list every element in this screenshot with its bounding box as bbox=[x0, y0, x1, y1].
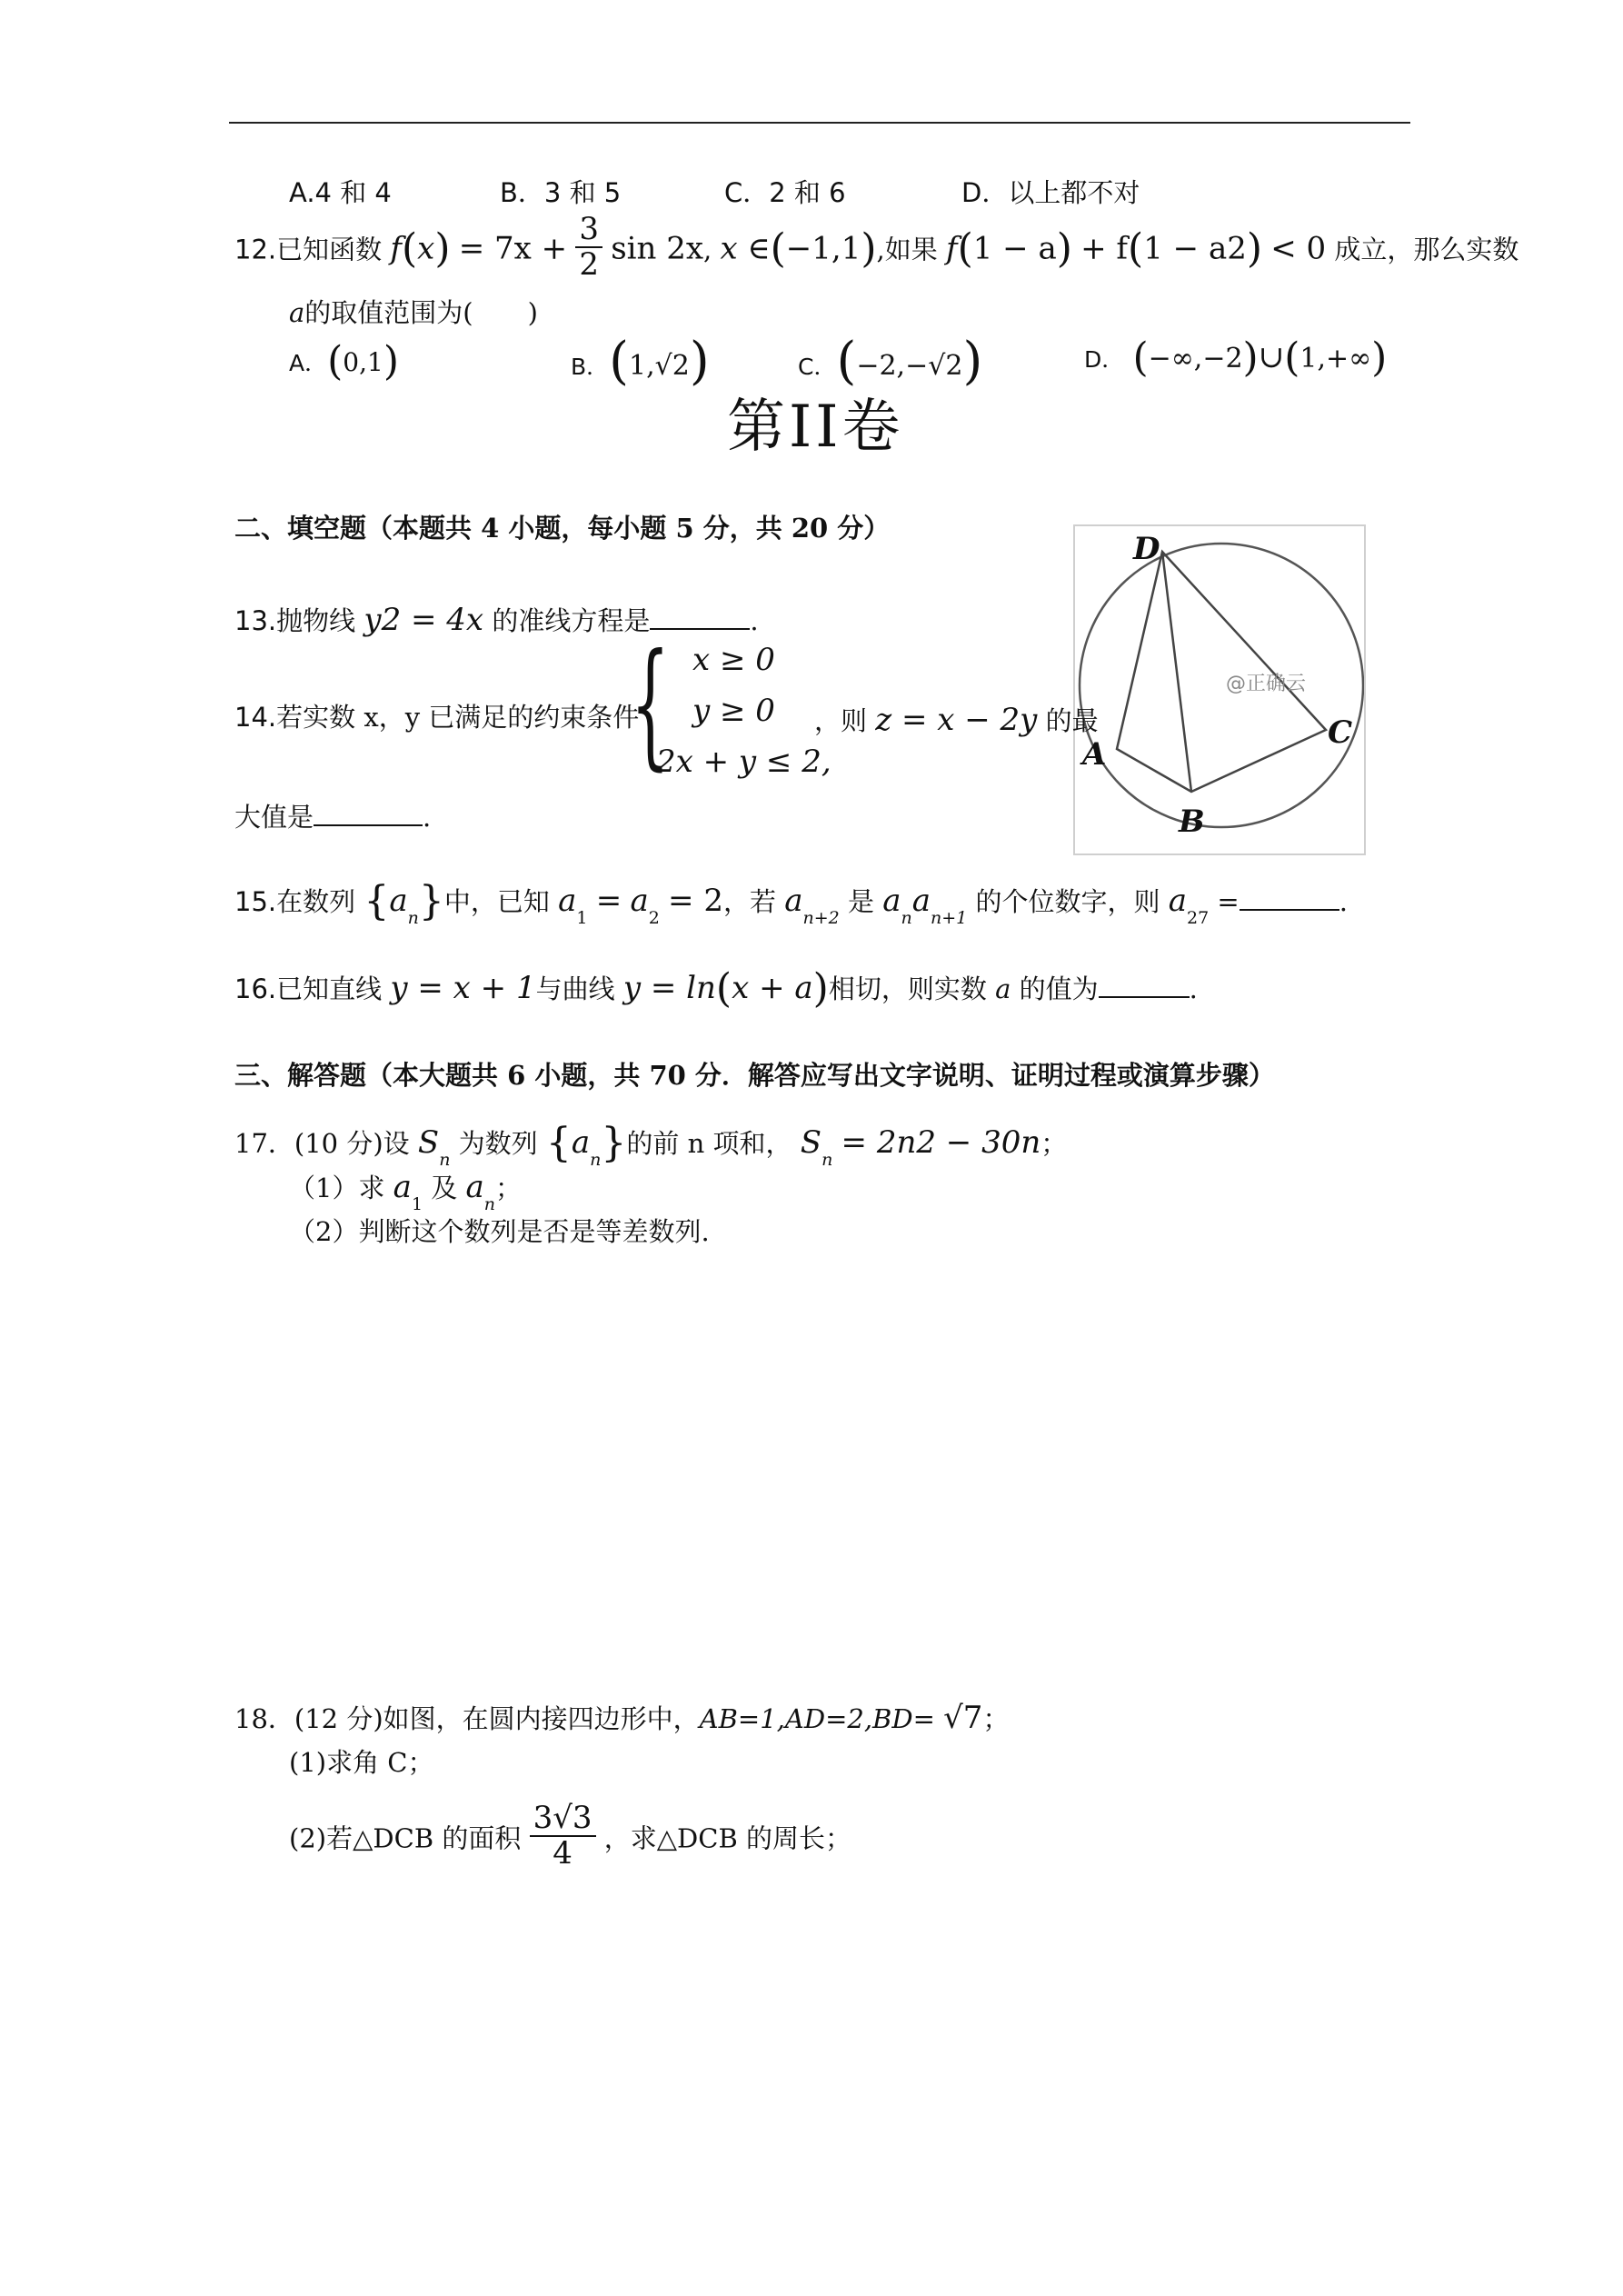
q18-text1: 如图，在圆内接四边形中， bbox=[383, 1703, 700, 1734]
q12-eq1: = 7x + bbox=[458, 230, 568, 267]
q16-text4: 的值为 bbox=[1019, 973, 1099, 1004]
q13 bbox=[234, 602, 759, 639]
q14-brace: { bbox=[631, 625, 670, 784]
q15-an2: a bbox=[784, 883, 803, 919]
q12-text3: 成立，那么实数 bbox=[1334, 234, 1519, 265]
q12-frac-den: 2 bbox=[579, 246, 599, 284]
figure-quadrilateral bbox=[1117, 552, 1326, 792]
q17-end: ； bbox=[1041, 1128, 1068, 1159]
q17-line1: 17．(10 分)设 $S_n$ 为数列 $\{a_n\}$的前 n 项和， $S_n = 2n2 - 30n$； bbox=[234, 1120, 1068, 1170]
q12-cond-arg2: 1 − a2 bbox=[1143, 230, 1247, 267]
q18-end: ； bbox=[982, 1703, 1010, 1734]
figure-diagonal-bd bbox=[1162, 552, 1191, 792]
q17-S-sub: n bbox=[439, 1150, 451, 1170]
q18-number: 18． bbox=[234, 1703, 294, 1734]
q16-answer-blank[interactable] bbox=[1099, 996, 1190, 998]
q12-line2-text: 的取值范围为( bbox=[304, 297, 473, 328]
q18-p2-text1: (2)若△DCB 的面积 bbox=[289, 1822, 522, 1854]
q18-score: (12 分) bbox=[294, 1703, 383, 1734]
q11-option-a: A.4 和 4 bbox=[289, 177, 392, 208]
q15-seq-n: n bbox=[407, 908, 419, 928]
q15-a2-sub: 2 bbox=[648, 908, 660, 928]
q13-end: . bbox=[750, 605, 759, 636]
figure-circle bbox=[1080, 544, 1363, 827]
q16-line: y = x + 1 bbox=[390, 970, 536, 1006]
q14-constraint-2: y ≥ 0 bbox=[692, 693, 775, 729]
q12-opt-b-val: 1,√2 bbox=[629, 350, 690, 382]
cyclic-quadrilateral-figure bbox=[1073, 524, 1366, 855]
q15-seq-a: a bbox=[389, 883, 408, 919]
q15-text5: 的个位数字，则 bbox=[975, 886, 1160, 917]
q12-opt-d-val1: −∞,−2 bbox=[1148, 343, 1243, 374]
q12-opt-d-val2: 1,+∞ bbox=[1299, 343, 1372, 374]
q15-text3: ，若 bbox=[722, 886, 776, 917]
q18-given: AB=1,AD=2,BD= bbox=[699, 1703, 935, 1734]
q14-number: 14. bbox=[234, 702, 277, 733]
q18-sqrt7: √7 bbox=[943, 1700, 983, 1736]
q17-formula: = 2n2 − 30n bbox=[841, 1124, 1041, 1161]
q17-p1-an: a bbox=[465, 1169, 484, 1205]
q17-part2: （2）判断这个数列是否是等差数列. bbox=[289, 1216, 710, 1247]
q17-text3: 的前 n 项和， bbox=[626, 1128, 792, 1159]
q17-p1-and: 及 bbox=[431, 1173, 458, 1203]
q14-line1-tail bbox=[814, 702, 1099, 739]
q15-an2-sub: n+2 bbox=[802, 908, 840, 928]
q15-end: . bbox=[1339, 886, 1348, 917]
q16-number: 16. bbox=[234, 973, 277, 1004]
figure-label-d: D bbox=[1133, 531, 1160, 567]
q15-eq1: = bbox=[595, 883, 622, 919]
q14-line1 bbox=[234, 702, 639, 734]
q12-options: A．(0,1) bbox=[289, 338, 399, 384]
q17-seq-a: a bbox=[571, 1124, 591, 1161]
q12-text2: ,如果 bbox=[876, 234, 938, 265]
q15-prod-sub1: n bbox=[901, 908, 912, 928]
q12-opt-a-val: 0,1 bbox=[343, 347, 383, 377]
q15-a1: a bbox=[558, 883, 577, 919]
q13-text1: 抛物线 bbox=[276, 605, 356, 636]
q18-frac-den: 4 bbox=[553, 1835, 573, 1872]
q12-domain-x: x ∈ bbox=[720, 230, 771, 267]
q12-func: f bbox=[390, 230, 402, 267]
q15-text4: 是 bbox=[847, 886, 874, 917]
q18-line1 bbox=[234, 1700, 1009, 1737]
q14-text2: ，则 bbox=[814, 705, 868, 736]
q18-frac-num: 3√3 bbox=[530, 1802, 596, 1837]
q16-text1: 已知直线 bbox=[276, 973, 383, 1004]
q14-constraint-1: x ≥ 0 bbox=[692, 642, 775, 678]
q15-a27: a bbox=[1168, 883, 1187, 919]
q17-p1-text: （1）求 bbox=[289, 1173, 385, 1203]
q12-opt-b-label: B． bbox=[571, 354, 610, 380]
q17-part1 bbox=[289, 1169, 523, 1214]
q18-p2-text2: ，求△DCB 的周长； bbox=[603, 1822, 852, 1854]
q15-eq2: = 2 bbox=[668, 883, 723, 919]
q14-objective: z = x − 2y bbox=[875, 702, 1038, 738]
q15-a1-sub: 1 bbox=[576, 908, 588, 928]
q14-text4: 大值是 bbox=[234, 802, 314, 833]
q17-text2: 为数列 bbox=[458, 1128, 538, 1159]
q17-S: S bbox=[417, 1124, 440, 1161]
q12-cond-lt: < 0 bbox=[1270, 230, 1327, 267]
q15-text1: 在数列 bbox=[276, 886, 356, 917]
q15-a2: a bbox=[630, 883, 649, 919]
figure-label-b: B bbox=[1179, 804, 1205, 840]
q17-text1: 设 bbox=[383, 1128, 410, 1159]
q17-p1-end: ； bbox=[495, 1173, 523, 1203]
q17-p1-a1: a bbox=[393, 1169, 412, 1205]
q14-end: . bbox=[423, 802, 432, 833]
q17-number: 17． bbox=[234, 1128, 294, 1159]
figure-svg bbox=[1075, 526, 1364, 854]
section2-header: 二、填空题（本题共 4 小题，每小题 5 分，共 20 分） bbox=[234, 513, 891, 544]
q12-cond-f1: f bbox=[945, 230, 958, 267]
q17-seq-n: n bbox=[590, 1150, 602, 1170]
q18-fraction bbox=[530, 1802, 596, 1872]
q12-eq2: sin 2x bbox=[611, 230, 704, 267]
q16-end: . bbox=[1189, 973, 1198, 1004]
q14-constraint-3: 2x + y ≤ 2, bbox=[656, 744, 831, 780]
q12-opt-c-label: C． bbox=[798, 354, 837, 380]
q11-option-d: D．以上都不对 bbox=[961, 177, 1140, 208]
q16-text2: 与曲线 bbox=[535, 973, 615, 1004]
q12-comma: , bbox=[703, 234, 712, 265]
q12-text1: 已知函数 bbox=[276, 234, 383, 265]
q14-answer-blank[interactable] bbox=[314, 824, 423, 826]
q12-number: 12. bbox=[234, 234, 277, 265]
q12-opt-a-label: A． bbox=[289, 350, 328, 376]
q15-prod-sub2: n+1 bbox=[931, 908, 968, 928]
figure-watermark: @正确云 bbox=[1226, 673, 1307, 695]
q15-a27-sub: 27 bbox=[1186, 908, 1210, 928]
q12-line2 bbox=[289, 297, 538, 329]
q12-cond-arg1: 1 − a bbox=[972, 230, 1057, 267]
q17-p1-an-sub: n bbox=[483, 1194, 496, 1214]
q13-number: 13. bbox=[234, 605, 277, 636]
q15-text2: 中，已知 bbox=[443, 886, 550, 917]
q12-line2-close: ) bbox=[527, 297, 538, 328]
figure-label-c: C bbox=[1328, 714, 1353, 751]
q12-opt-c: C．(−2,−√2) bbox=[798, 332, 983, 391]
q12-var-a: a bbox=[289, 297, 305, 328]
q12-cond-plus: + f bbox=[1080, 230, 1129, 267]
q14-line2 bbox=[234, 802, 431, 834]
q18-part1: (1)求角 C； bbox=[289, 1747, 434, 1778]
q12-domain-val: −1,1 bbox=[785, 230, 861, 267]
q13-text2: 的准线方程是 bbox=[492, 605, 651, 636]
q15: 15.在数列 $\{a_n\}$中，已知 $a_1 = a_2 = 2$，若 $a_{n+2}$ 是 $a_na_{n+1}$ 的个位数字，则 $a_{27}$ = . bbox=[234, 878, 1348, 928]
q16: 16.已知直线 y = x + 1与曲线 y = ln(x + a)相切，则实数 a 的值为 . bbox=[234, 965, 1198, 1012]
q15-prod-a2: a bbox=[911, 883, 931, 919]
part2-title: 第II卷 bbox=[727, 394, 904, 461]
q12-opt-d-union: ∪ bbox=[1258, 339, 1285, 375]
q16-curve-lhs: y = ln bbox=[622, 970, 716, 1006]
q15-number: 15. bbox=[234, 886, 277, 917]
q15-eq3: = bbox=[1217, 886, 1240, 917]
q16-curve-arg: x + a bbox=[732, 970, 813, 1006]
q12-opt-d-label: D． bbox=[1084, 346, 1125, 373]
q12-opt-b: B．(1,√2) bbox=[571, 332, 710, 391]
q12-func-x: x bbox=[417, 230, 435, 267]
header-rule bbox=[229, 122, 1410, 124]
q17-score: (10 分) bbox=[294, 1128, 383, 1159]
q13-equation: y2 = 4x bbox=[363, 602, 484, 638]
q17-p1-a1-sub: 1 bbox=[411, 1194, 423, 1214]
figure-label-a: A bbox=[1082, 736, 1107, 773]
q12-frac-num: 3 bbox=[575, 213, 602, 248]
q12-opt-d: D． (−∞,−2)∪(1,+∞) bbox=[1084, 334, 1388, 381]
q11-option-b: B．3 和 5 bbox=[500, 177, 622, 208]
q12-opt-c-val: −2,−√2 bbox=[856, 350, 963, 382]
q14-text1: 若实数 x，y 已满足的约束条件 bbox=[276, 702, 640, 733]
q18-part2 bbox=[289, 1800, 852, 1875]
q16-text3: 相切，则实数 bbox=[828, 973, 987, 1004]
section3-header: 三、解答题（本大题共 6 小题，共 70 分．解答应写出文字说明、证明过程或演算步骤） bbox=[234, 1060, 1275, 1091]
q17-S2: S bbox=[800, 1124, 822, 1161]
q12-line1: 12.已知函数 f(x) = 7x + $\frac{3}{2}$ sin 2x, x ∈(−1,1),如果 f(1 − a) + f(1 − a2) < 0 成立，那么实数 bbox=[234, 211, 1519, 284]
q12-fraction bbox=[575, 213, 602, 283]
q15-prod-a1: a bbox=[882, 883, 901, 919]
q15-answer-blank[interactable] bbox=[1240, 909, 1339, 911]
q17-S2-sub: n bbox=[821, 1150, 833, 1170]
q11-option-c: C．2 和 6 bbox=[724, 177, 846, 208]
q16-var-a: a bbox=[995, 973, 1011, 1004]
q14-text3: 的最 bbox=[1045, 705, 1099, 736]
